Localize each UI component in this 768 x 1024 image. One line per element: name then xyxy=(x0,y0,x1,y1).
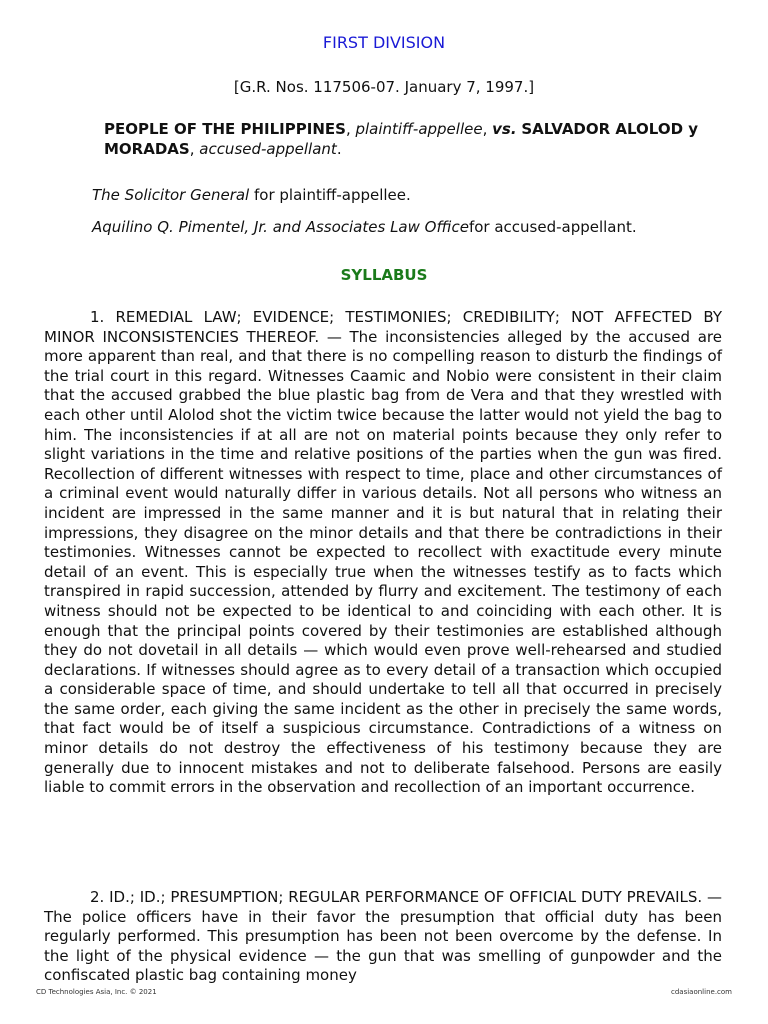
footer-site: cdasiaonline.com xyxy=(671,988,732,996)
plaintiff-counsel-name: The Solicitor General xyxy=(92,186,250,204)
accused-role: accused-appellant xyxy=(199,139,337,158)
case-title xyxy=(104,120,704,159)
accused-name: SALVADOR ALOLOD y MORADAS xyxy=(104,120,699,158)
plaintiff-name: PEOPLE OF THE PHILIPPINES xyxy=(104,120,346,138)
plaintiff-counsel-line xyxy=(92,186,732,204)
accused-counsel-for: for accused-appellant. xyxy=(468,218,637,236)
title-period: . xyxy=(336,139,342,158)
case-number: [G.R. Nos. 117506-07. January 7, 1997.] xyxy=(233,78,535,96)
accused-counsel-line xyxy=(92,218,732,236)
versus-label: vs. xyxy=(492,120,517,138)
syllabus-paragraph-2: 2. ID.; ID.; PRESUMPTION; REGULAR PERFORMANCE OF OFFICIAL DUTY PREVAILS. — The police officers have in their favor the presumption that official duty has been regularly performed. This presumption has been not been overcome by the defense. In the light of the physical evidence — the gun that was smelling of gunpowder and the confiscated plastic bag containing money xyxy=(44,888,722,985)
division-heading: FIRST DIVISION xyxy=(322,33,446,52)
plaintiff-role: plaintiff-appellee xyxy=(355,120,483,138)
accused-counsel-name: Aquilino Q. Pimentel, Jr. and Associates Law Office xyxy=(92,218,469,236)
accused-separator: , xyxy=(189,139,200,158)
vs-separator: , xyxy=(482,120,493,138)
syllabus-heading: SYLLABUS xyxy=(340,266,428,284)
footer-copyright: CD Technologies Asia, Inc. © 2021 xyxy=(36,988,157,996)
plaintiff-separator: , xyxy=(345,120,356,138)
syllabus-paragraph-1: 1. REMEDIAL LAW; EVIDENCE; TESTIMONIES; CREDIBILITY; NOT AFFECTED BY MINOR INCONSISTENCIES THEREOF. — The inconsistencies alleged by the accused are more apparent than real, and that there is no compelling reason to disturb the findings of the trial court in this regard. Witnesses Caamic and Nobio were consistent in their claim that the accused grabbed the blue plastic bag from de Vera and that they wrestled with each other until Alolod shot the victim twice because the latter would not yield the bag to him. The inconsistencies if at all are not on material points because they only refer to slight variations in the time and relative positions of the parties when the gun was fired. Recollection of different witnesses with respect to time, place and other circumstances of a criminal event would naturally differ in various details. Not all persons who witness an incident are impressed in the same manner and it is but natural that in relating their impressions, they disagree on the minor details and that there be contradictions in their testimonies. Witnesses cannot be expected to recollect with exactitude every minute detail of an event. This is especially true when the witnesses testify as to facts which transpired in rapid succession, attended by flurry and excitement. The testimony of each witness should not be expected to be identical to and coinciding with each other. It is enough that the principal points covered by their testimonies are established although they do not dovetail in all details — which would even prove well-rehearsed and studied declarations. If witnesses should agree as to every detail of a transaction which occupied a considerable space of time, and should undertake to tell all that occurred in precisely the same order, each giving the same incident as the other in precisely the same words, that fact would be of itself a suspicious circumstance. Contradictions of a witness on minor details do not destroy the effectiveness of his testimony because they are generally due to innocent mistakes and not to deliberate falsehood. Persons are easily liable to commit errors in the observation and recollection of an important occurrence. xyxy=(44,308,722,797)
plaintiff-counsel-for: for plaintiff-appellee. xyxy=(249,186,411,204)
